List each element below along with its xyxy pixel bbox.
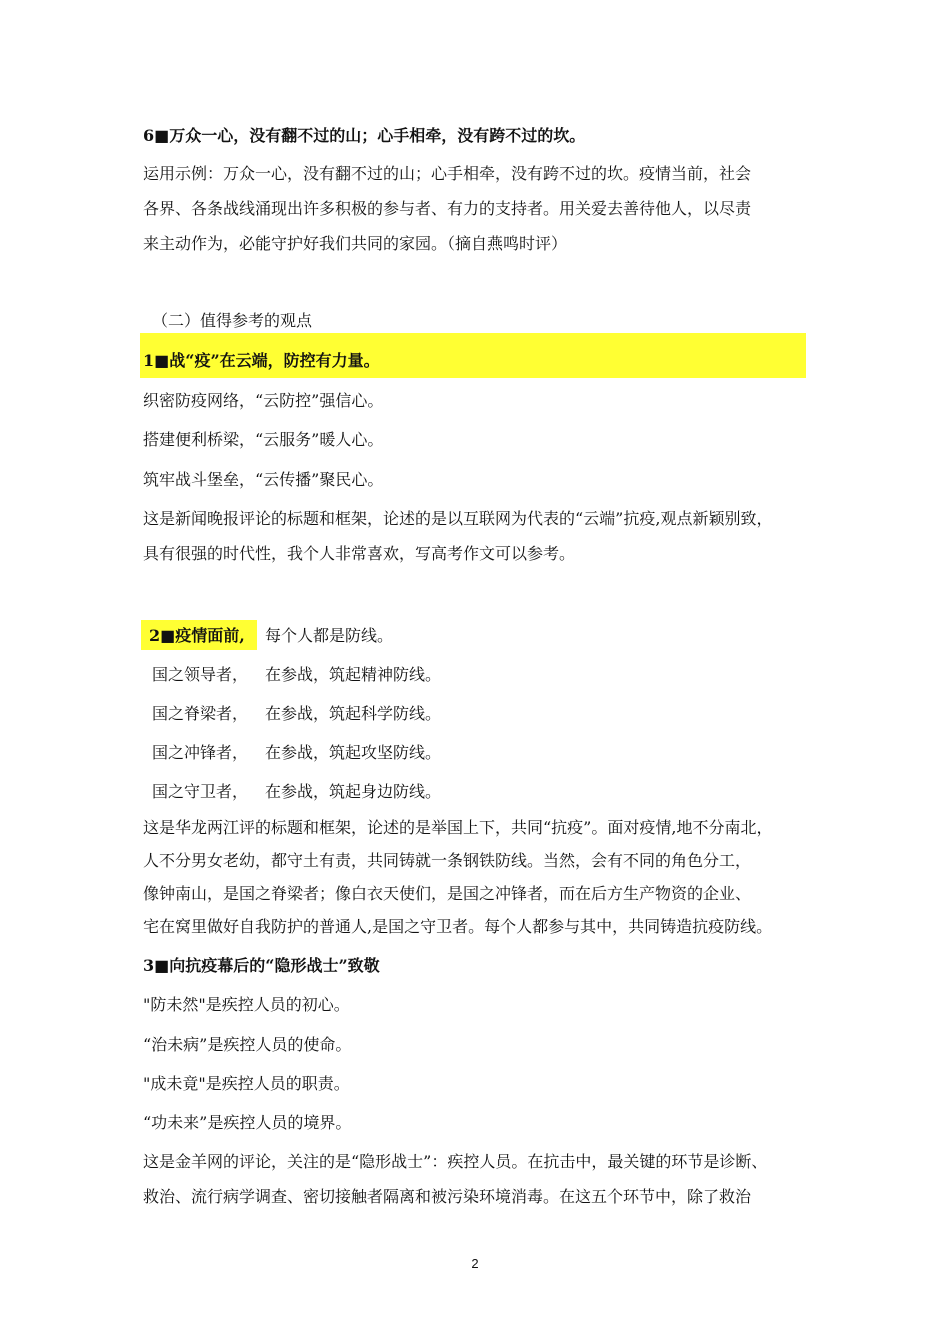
item-3-line-3: "成未竟"是疾控人员的职责。 bbox=[143, 1074, 350, 1093]
item-2-comment-2: 人不分男女老幼，都守土有责，共同铸就一条钢铁防线。当然，会有不同的角色分工， bbox=[143, 851, 752, 870]
item-1-line-2: 搭建便利桥梁，“云服务”暖人心。 bbox=[143, 430, 384, 449]
item-2-row-4-b: 在参战，筑起身边防线。 bbox=[265, 782, 442, 801]
item-2-row-4-a: 国之守卫者， bbox=[152, 782, 249, 801]
item-2-row-2-b: 在参战，筑起科学防线。 bbox=[265, 704, 442, 723]
item-2-row-1-b: 在参战，筑起精神防线。 bbox=[265, 665, 442, 684]
example-line-2: 各界、各条战线涌现出许多积极的参与者、有力的支持者。用关爱去善待他人，以尽责 bbox=[143, 199, 752, 218]
item-2-row-1-a: 国之领导者， bbox=[152, 665, 249, 684]
item-6-heading: 6■万众一心，没有翻不过的山；心手相牵，没有跨不过的坎。 bbox=[143, 126, 586, 145]
item-2-comment-1: 这是华龙两江评的标题和框架，论述的是举国上下，共同“抗疫”。面对疫情,地不分南北， bbox=[143, 818, 773, 837]
item-3-line-1: "防未然"是疾控人员的初心。 bbox=[143, 995, 350, 1014]
item-3-line-4: “功未来”是疾控人员的境界。 bbox=[143, 1113, 352, 1132]
item-2-heading-b: 每个人都是防线。 bbox=[265, 626, 394, 645]
item-2-row-2-a: 国之脊梁者， bbox=[152, 704, 249, 723]
item-2-comment-4: 宅在窝里做好自我防护的普通人,是国之守卫者。每个人都参与其中，共同铸造抗疫防线。 bbox=[143, 917, 773, 936]
item-1-line-3: 筑牢战斗堡垒，“云传播”聚民心。 bbox=[143, 470, 384, 489]
example-line-3: 来主动作为，必能守护好我们共同的家园。（摘自燕鸣时评） bbox=[143, 234, 568, 253]
item-1-comment-1: 这是新闻晚报评论的标题和框架，论述的是以互联网为代表的“云端”抗疫,观点新颖别致， bbox=[143, 509, 773, 528]
item-1-heading: 1■战“疫”在云端，防控有力量。 bbox=[143, 351, 380, 370]
page-number: 2 bbox=[471, 1256, 479, 1271]
section-title: （二）值得参考的观点 bbox=[152, 311, 313, 330]
item-2-comment-3: 像钟南山，是国之脊梁者；像白衣天使们，是国之冲锋者，而在后方生产物资的企业、 bbox=[143, 884, 752, 903]
item-2-row-3-b: 在参战，筑起攻坚防线。 bbox=[265, 743, 442, 762]
example-line-1: 运用示例：万众一心，没有翻不过的山；心手相牵，没有跨不过的坎。疫情当前，社会 bbox=[143, 164, 752, 183]
item-3-line-2: “治未病”是疾控人员的使命。 bbox=[143, 1035, 352, 1054]
item-3-comment-1: 这是金羊网的评论，关注的是“隐形战士”：疾控人员。在抗击中，最关键的环节是诊断、 bbox=[143, 1152, 768, 1171]
item-3-comment-2: 救治、流行病学调查、密切接触者隔离和被污染环境消毒。在这五个环节中，除了救治 bbox=[143, 1187, 752, 1206]
item-2-heading-a: 2■疫情面前, bbox=[149, 626, 245, 645]
item-2-row-3-a: 国之冲锋者， bbox=[152, 743, 249, 762]
item-1-line-1: 织密防疫网络，“云防控”强信心。 bbox=[143, 391, 384, 410]
item-1-comment-2: 具有很强的时代性，我个人非常喜欢，写高考作文可以参考。 bbox=[143, 544, 576, 563]
item-3-heading: 3■向抗疫幕后的“隐形战士”致敬 bbox=[143, 956, 380, 975]
